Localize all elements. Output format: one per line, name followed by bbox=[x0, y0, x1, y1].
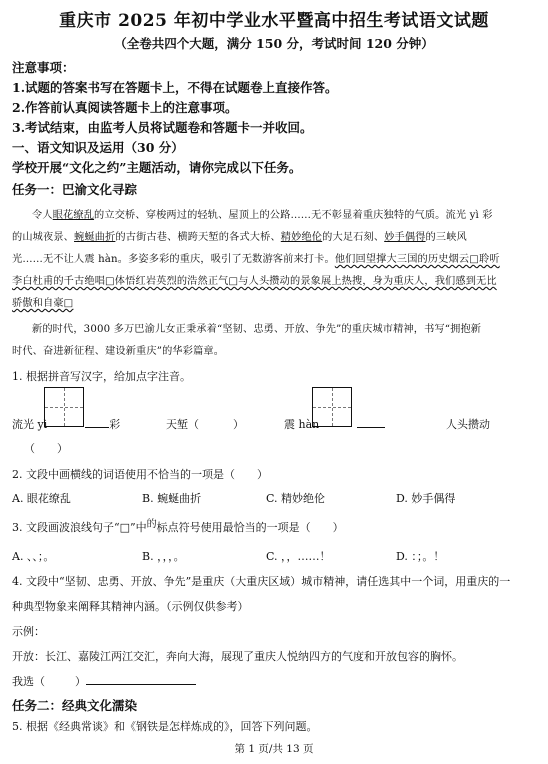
underlined-word-d: 妙手偶得 bbox=[384, 232, 426, 243]
q1-word-1: 流光 yì bbox=[12, 418, 48, 431]
q1-item-4-answer bbox=[24, 440, 68, 456]
q2-option-c[interactable]: C. 精妙绝伦 bbox=[266, 492, 326, 505]
underlined-word-a: 眼花缭乱 bbox=[52, 210, 95, 221]
passage-line-2 bbox=[12, 228, 467, 243]
text-span: 的立交桥、穿梭两过的轻轨、屋顶上的公路……无不彰显着重庆独特的气质。流光 yì 彩 bbox=[94, 210, 493, 221]
q1-item-1 bbox=[12, 416, 120, 432]
q3-option-a[interactable]: A. 、、；。 bbox=[12, 550, 55, 563]
text-span: 的三峡风 bbox=[425, 232, 467, 243]
underlined-word-c: 精妙绝伦 bbox=[280, 232, 323, 243]
q1-word-1-tail: 彩 bbox=[109, 418, 121, 431]
q4-answer-row bbox=[12, 673, 196, 689]
q3-option-d[interactable]: D. ：；。！ bbox=[396, 550, 445, 563]
underlined-word-b: 蜿蜒曲折 bbox=[74, 232, 116, 243]
q4-example: 开放：长江、嘉陵江两江交汇，奔向大海，展现了重庆人悦纳四方的气度和开放包容的胸怀。 bbox=[12, 650, 463, 663]
q4-line-1: 4. 文段中“坚韧、忠勇、开放、争先”是重庆（大重庆区域）城市精神，请任选其中一个词，用重庆的一 bbox=[12, 575, 511, 588]
section1-heading: 一、语文知识及运用（30 分） bbox=[12, 140, 184, 155]
exam-title: 重庆市 2025 年初中学业水平暨高中招生考试语文试题 bbox=[59, 11, 489, 31]
q1-blank-1[interactable] bbox=[85, 417, 109, 428]
notice-heading: 注意事项： bbox=[12, 60, 75, 75]
passage2-line-2: 时代、奋进新征程、建设新重庆”的华彩篇章。 bbox=[12, 346, 225, 357]
text-span: 的大足石刻、 bbox=[322, 232, 385, 243]
wavy-sentence-part-2: 李白杜甫的千古绝唱□体悟红岩英烈的浩然正气□与人头攒动的景象展上热搜，身为重庆人，我们感到无比 bbox=[12, 276, 497, 287]
q4-line-2: 种典型物象来阐释其精神内涵。（示例仅供参考） bbox=[12, 600, 249, 613]
q2-stem: 2. 文段中画横线的词语使用不恰当的一项是（ ） bbox=[12, 468, 268, 481]
q2-option-a[interactable]: A. 眼花缭乱 bbox=[12, 492, 71, 505]
q2-option-d[interactable]: D. 妙手偶得 bbox=[396, 492, 456, 505]
passage-line-1 bbox=[32, 206, 493, 221]
q4-choose-label: 我选（ bbox=[12, 675, 45, 688]
q5-stem: 5. 根据《经典常谈》和《钢铁是怎样炼成的》，回答下列问题。 bbox=[12, 720, 318, 733]
text-span: 光……无不让人震 hàn。多姿多彩的重庆，吸引了无数游客前来打卡。 bbox=[12, 254, 335, 265]
notice-item-2: 2.作答前认真阅读答题卡上的注意事项。 bbox=[12, 100, 238, 115]
q1-word-2-close: ） bbox=[233, 418, 244, 431]
q4-answer-blank[interactable] bbox=[86, 674, 196, 685]
text-span: 的古街古巷、横跨天堑的各式大桥、 bbox=[115, 232, 281, 243]
q3-option-c[interactable]: C. ，，……！ bbox=[266, 550, 331, 563]
q3-stem-a: 3. 文段画波浪线句子“□”中 bbox=[12, 521, 147, 534]
notice-item-3: 3.考试结束，由监考人员将试题卷和答题卡一并收回。 bbox=[12, 120, 313, 135]
q3-stem-b: 的 bbox=[146, 519, 157, 530]
passage-line-5 bbox=[12, 294, 73, 309]
passage-line-3 bbox=[12, 250, 500, 265]
q1-item-2 bbox=[166, 416, 244, 432]
exam-subtitle: （全卷共四个大题，满分 150 分，考试时间 120 分钟） bbox=[114, 36, 434, 51]
q4-example-label: 示例： bbox=[12, 625, 45, 638]
notice-item-1: 1.试题的答案书写在答题卡上，不得在试题卷上直接作答。 bbox=[12, 80, 338, 95]
q1-word-4: 人头攒动 bbox=[446, 418, 490, 431]
q1-word-3: 震 hàn bbox=[284, 418, 320, 431]
q1-paren-open: （ bbox=[24, 442, 35, 455]
section1-intro: 学校开展“文化之约”主题活动，请你完成以下任务。 bbox=[12, 160, 302, 175]
task2-heading: 任务二：经典文化濡染 bbox=[12, 698, 138, 713]
q1-blank-3[interactable] bbox=[357, 417, 385, 428]
wavy-sentence-part-3: 骄傲和自豪□ bbox=[12, 298, 74, 309]
q3-option-b[interactable]: B. ，，，。 bbox=[142, 550, 185, 563]
q1-stem: 1. 根据拼音写汉字，给加点字注音。 bbox=[12, 370, 191, 383]
q1-word-2: 天堑（ bbox=[166, 418, 199, 431]
q4-choose-close: ） bbox=[75, 675, 86, 688]
q3-stem-c: 标点符号使用最恰当的一项是（ ） bbox=[156, 521, 344, 534]
page-number: 第 1 页/共 13 页 bbox=[234, 743, 314, 755]
text-span: 令人 bbox=[32, 210, 53, 221]
task1-heading: 任务一：巴渝文化寻踪 bbox=[12, 182, 138, 197]
passage2-line-1: 新的时代，3000 多万巴渝儿女正秉承着“坚韧、忠勇、开放、争先”的重庆城市精神，书写“拥抱新 bbox=[32, 324, 482, 335]
passage-line-4 bbox=[12, 272, 497, 287]
q1-paren-close: ） bbox=[57, 442, 68, 455]
wavy-sentence-part-1: 他们回望撑大三国的历史烟云□聆听 bbox=[334, 254, 500, 265]
q3-stem bbox=[12, 519, 344, 535]
q2-option-b[interactable]: B. 蜿蜒曲折 bbox=[142, 492, 202, 505]
text-span: 的山城夜景、 bbox=[12, 232, 75, 243]
q1-item-3 bbox=[284, 416, 385, 432]
